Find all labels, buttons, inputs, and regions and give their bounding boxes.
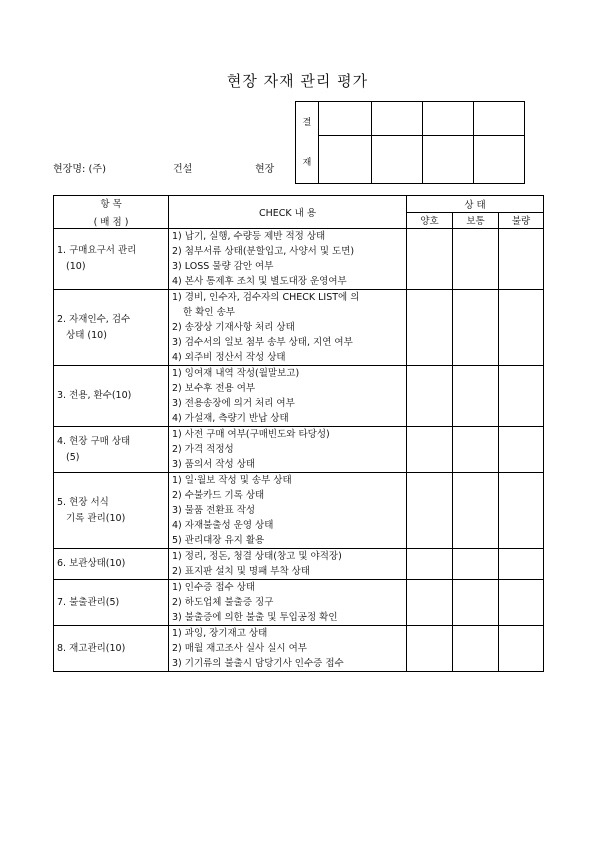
site-suffix: 현장	[255, 164, 275, 175]
table-row	[54, 229, 544, 290]
evaluation-item-line: 6. 보관상태(10)	[57, 558, 126, 569]
approval-box	[295, 101, 525, 184]
evaluation-item-line: 기록 관리(10)	[57, 512, 126, 524]
evaluation-item-line: (10)	[57, 261, 86, 272]
evaluation-item	[54, 427, 169, 473]
evaluation-item	[54, 549, 169, 580]
check-content	[169, 549, 407, 580]
approval-label	[296, 102, 319, 184]
evaluation-item-line: 3. 전용, 환수(10)	[57, 390, 132, 401]
check-item: 3) 물품 전환표 작성	[172, 505, 256, 516]
status-good-cell[interactable]	[407, 626, 453, 672]
approval-sign-cell[interactable]	[319, 136, 372, 184]
approval-sign-cell[interactable]	[423, 136, 474, 184]
approval-cell[interactable]	[423, 102, 474, 136]
check-header: CHECK 내 용	[169, 196, 407, 229]
status-normal-cell[interactable]	[453, 473, 499, 549]
status-header: 상 태	[407, 196, 544, 213]
status-poor-header: 불량	[499, 212, 544, 229]
status-good-cell[interactable]	[407, 366, 453, 427]
evaluation-item	[54, 229, 169, 290]
status-normal-cell[interactable]	[453, 626, 499, 672]
check-item: 2) 송장상 기재사항 처리 상태	[172, 322, 295, 333]
approval-cell[interactable]	[474, 102, 525, 136]
status-poor-cell[interactable]	[499, 580, 544, 626]
status-good-cell[interactable]	[407, 290, 453, 366]
status-normal-cell[interactable]	[453, 427, 499, 473]
status-good-cell[interactable]	[407, 580, 453, 626]
check-item: 2) 가격 적정성	[172, 444, 234, 455]
check-item: 1) 인수증 접수 상태	[172, 582, 256, 593]
status-poor-cell[interactable]	[499, 290, 544, 366]
approval-sign-cell[interactable]	[372, 136, 423, 184]
check-item: 2) 표지판 설치 및 명패 부착 상태	[172, 566, 310, 577]
table-row	[54, 290, 544, 366]
check-item: 2) 하도업체 불출증 징구	[172, 597, 274, 608]
evaluation-item	[54, 290, 169, 366]
check-item: 1) 일·월보 작성 및 송부 상태	[172, 475, 292, 486]
check-item: 4) 자재불출성 운영 상태	[172, 520, 274, 531]
table-row	[54, 626, 544, 672]
item-header	[54, 196, 169, 229]
approval-cell[interactable]	[319, 102, 372, 136]
evaluation-item-line: 1. 구매요구서 관리	[57, 245, 137, 256]
evaluation-item-line: 7. 불출관리(5)	[57, 596, 120, 608]
check-item: 3) 전용송장에 의거 처리 여부	[172, 398, 295, 409]
check-item: 1) 과잉, 장기재고 상태	[172, 628, 268, 639]
company-suffix: 건설	[173, 164, 193, 175]
status-normal-cell[interactable]	[453, 290, 499, 366]
evaluation-item-line: 상태 (10)	[57, 329, 107, 341]
evaluation-item	[54, 366, 169, 427]
approval-label-bottom: 재	[302, 157, 312, 168]
item-header-line2: ( 배 점 )	[93, 217, 129, 228]
status-normal-cell[interactable]	[453, 580, 499, 626]
check-item: 1) 경비, 인수자, 검수자의 CHECK LIST에 의	[172, 292, 360, 303]
check-item: 2) 보수후 전용 여부	[172, 383, 256, 394]
evaluation-item	[54, 626, 169, 672]
status-poor-cell[interactable]	[499, 366, 544, 427]
status-good-cell[interactable]	[407, 549, 453, 580]
check-item: 4) 외주비 정산서 작성 상태	[172, 352, 286, 363]
check-item: 3) 검수서의 일보 첨부 송부 상태, 지연 여부	[172, 337, 353, 348]
check-item: 1) 납기, 실행, 수량등 제반 적정 상태	[172, 231, 326, 242]
table-row	[54, 427, 544, 473]
approval-label-top: 결	[302, 117, 312, 128]
check-item: 1) 잉여재 내역 작성(월말보고)	[172, 368, 300, 379]
check-item: 1) 정리, 정돈, 청결 상태(창고 및 야적장)	[172, 551, 342, 562]
check-item: 4) 가설재, 측량기 반납 상태	[172, 413, 289, 424]
check-item: 3) 기기류의 불출시 담당기사 인수증 접수	[172, 658, 344, 669]
status-normal-cell[interactable]	[453, 549, 499, 580]
check-content	[169, 473, 407, 549]
check-content	[169, 626, 407, 672]
check-item: 2) 매월 재고조사 실사 실시 여부	[172, 643, 307, 654]
evaluation-item-line: 4. 현장 구매 상태	[57, 435, 131, 447]
check-item: 2) 수불카드 기록 상태	[172, 490, 265, 501]
status-poor-cell[interactable]	[499, 473, 544, 549]
status-poor-cell[interactable]	[499, 229, 544, 290]
evaluation-table	[53, 195, 544, 672]
check-item: 1) 사전 구매 여부(구매빈도와 타당성)	[172, 429, 330, 440]
check-item: 4) 본사 통제후 조치 및 별도대장 운영여부	[172, 276, 347, 287]
status-normal-cell[interactable]	[453, 366, 499, 427]
check-content	[169, 229, 407, 290]
evaluation-item-line: (5)	[57, 451, 80, 463]
status-poor-cell[interactable]	[499, 549, 544, 580]
evaluation-item	[54, 473, 169, 549]
status-good-header: 양호	[407, 212, 453, 229]
table-row	[54, 366, 544, 427]
check-item: 3) 불출증에 의한 불출 및 투입공정 확인	[172, 612, 338, 623]
check-item: 5) 관리대장 유지 활용	[172, 535, 265, 546]
status-normal-cell[interactable]	[453, 229, 499, 290]
approval-cell[interactable]	[372, 102, 423, 136]
table-row	[54, 580, 544, 626]
item-header-line1: 항 목	[100, 199, 122, 210]
status-normal-header: 보통	[453, 212, 499, 229]
evaluation-item-line: 5. 현장 서식	[57, 496, 109, 508]
site-name-label: 현장명: (주)	[53, 164, 106, 175]
evaluation-item-line: 8. 재고관리(10)	[57, 642, 126, 654]
table-row	[54, 473, 544, 549]
check-content	[169, 427, 407, 473]
check-content	[169, 366, 407, 427]
check-item: 3) LOSS 물량 감안 여부	[172, 261, 274, 272]
status-poor-cell[interactable]	[499, 427, 544, 473]
check-content	[169, 290, 407, 366]
approval-sign-cell[interactable]	[474, 136, 525, 184]
evaluation-item	[54, 580, 169, 626]
evaluation-item-line: 2. 자재인수, 검수	[57, 313, 131, 325]
status-good-cell[interactable]	[407, 229, 453, 290]
check-content	[169, 580, 407, 626]
status-good-cell[interactable]	[407, 427, 453, 473]
check-item: 3) 품의서 작성 상태	[172, 459, 256, 470]
status-good-cell[interactable]	[407, 473, 453, 549]
check-item: 한 확인 송부	[183, 307, 235, 318]
page-title: 현장 자재 관리 평가	[226, 72, 369, 90]
table-row	[54, 549, 544, 580]
status-poor-cell[interactable]	[499, 626, 544, 672]
check-item: 2) 첨부서류 상태(분할입고, 사양서 및 도면)	[172, 246, 355, 257]
